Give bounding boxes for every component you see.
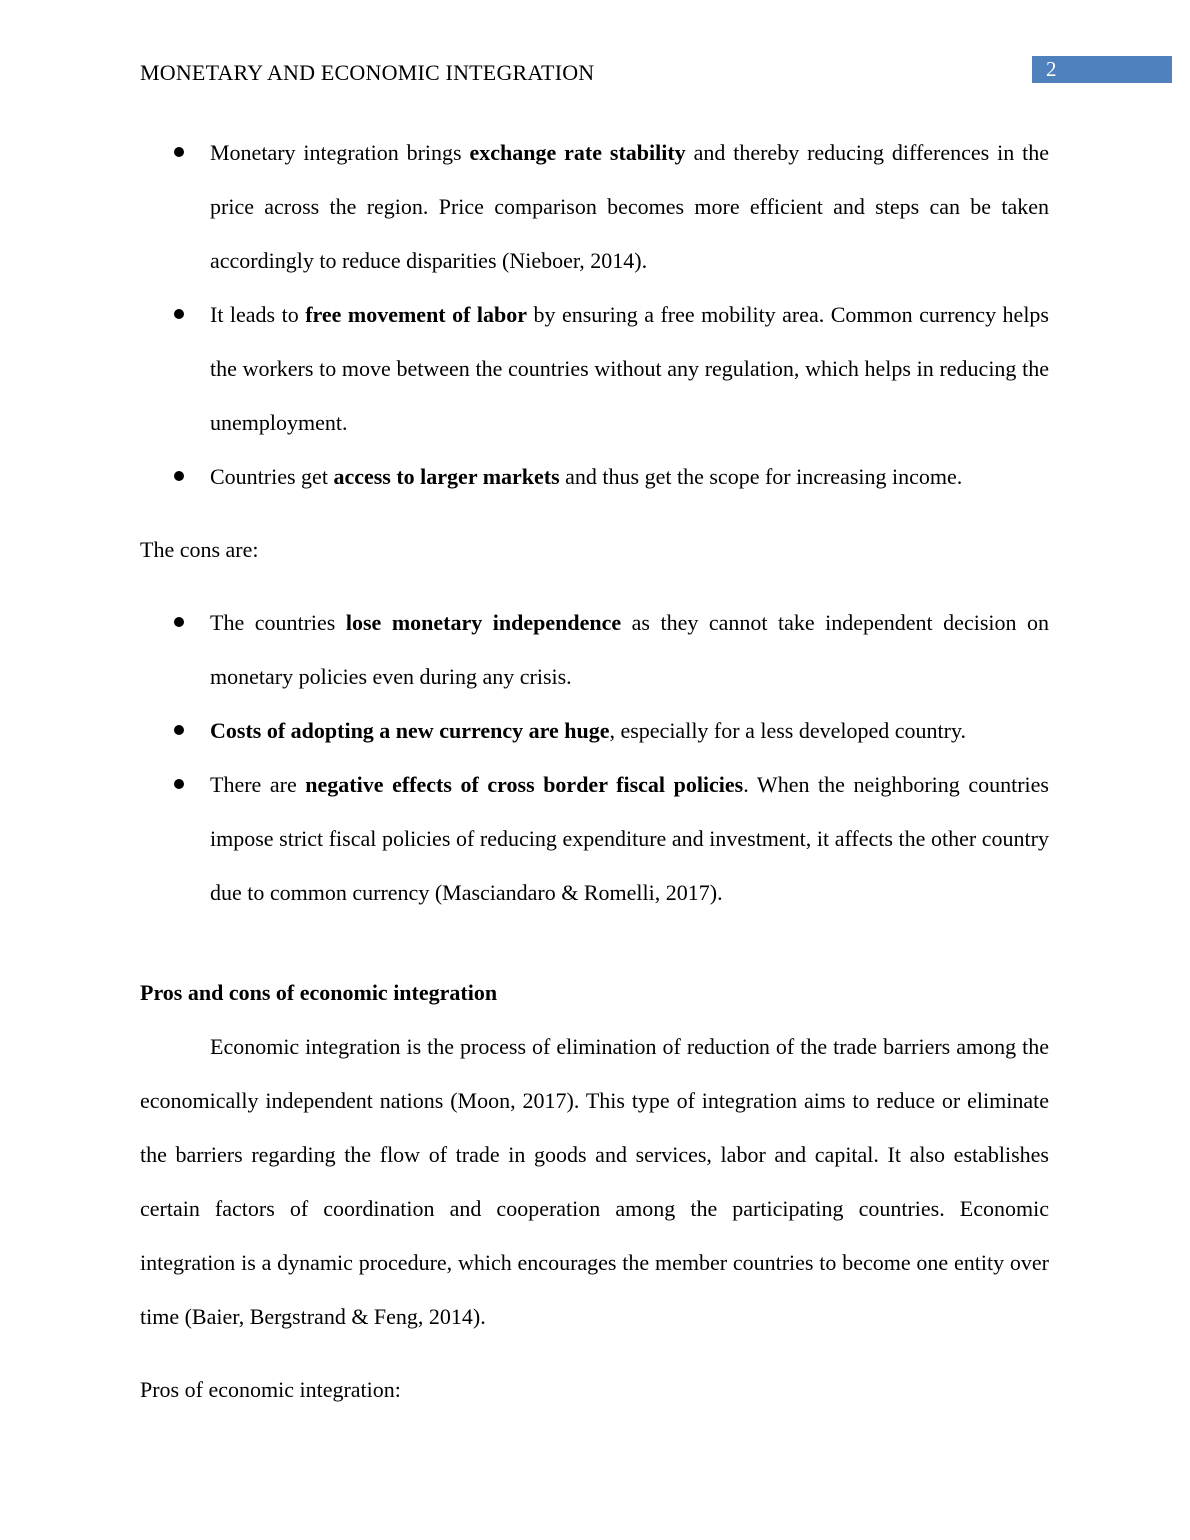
bullet-icon [174, 471, 184, 481]
monetary-pros-list [140, 126, 1049, 504]
text: Monetary integration brings [210, 140, 470, 165]
text: Countries get [210, 464, 334, 489]
list-item [140, 126, 1049, 288]
running-header: MONETARY AND ECONOMIC INTEGRATION [140, 60, 595, 85]
bullet-icon [174, 617, 184, 627]
bold-term: lose monetary independence [345, 610, 622, 635]
section-paragraph: Economic integration is the process of elimination of reduction of the trade barriers among the economically independent nations (Moon, 2017). This type of integration aims to reduce or eliminate the barriers regarding the flow of trade in goods and services, labor and capital. It also establishes certain factors of coordination and cooperation among the participating countries. Economic integration is a dynamic procedure, which encourages the member countries to become one entity over time (Baier, Bergstrand & Feng, 2014). [140, 1034, 1049, 1329]
bold-term: Costs of adopting a new currency are huge [210, 718, 610, 743]
text: It leads to [210, 302, 306, 327]
page-number: 2 [1032, 56, 1172, 83]
text: and thus get the scope for increasing income. [559, 464, 963, 489]
bullet-icon [174, 147, 184, 157]
bold-term: negative effects of cross border fiscal policies [305, 772, 744, 797]
section-heading: Pros and cons of economic integration [140, 980, 498, 1005]
bullet-icon [174, 725, 184, 735]
bullet-icon [174, 309, 184, 319]
text: . When the neighboring countries impose strict fiscal policies of reducing expenditure and investment, it affects the other country due to common currency (Masciandaro & Romelli, 2017). [210, 772, 1049, 905]
bullet-icon [174, 779, 184, 789]
list-item [140, 288, 1049, 450]
text: by ensuring a free mobility area. Common currency helps the workers to move between the countries without any regulation, which helps in reducing the unemployment. [210, 302, 1049, 435]
document-body [140, 126, 1049, 1417]
text: as they cannot take independent decision on monetary policies even during any crisis. [210, 610, 1049, 689]
text: The countries [210, 610, 346, 635]
cons-intro: The cons are: [140, 537, 259, 562]
list-item [140, 596, 1049, 704]
monetary-cons-list [140, 596, 1049, 920]
text: There are [210, 772, 306, 797]
bold-term: access to larger markets [333, 464, 560, 489]
text: and thereby reducing differences in the price across the region. Price comparison becomes more efficient and steps can be taken accordingly to reduce disparities (Nieboer, 2014). [210, 140, 1050, 273]
pros-economic-intro: Pros of economic integration: [140, 1377, 401, 1402]
text: , especially for a less developed country. [609, 718, 967, 743]
list-item [140, 704, 1049, 758]
bold-term: exchange rate stability [469, 140, 686, 165]
list-item [140, 450, 1049, 504]
bold-term: free movement of labor [305, 302, 528, 327]
list-item [140, 758, 1049, 920]
